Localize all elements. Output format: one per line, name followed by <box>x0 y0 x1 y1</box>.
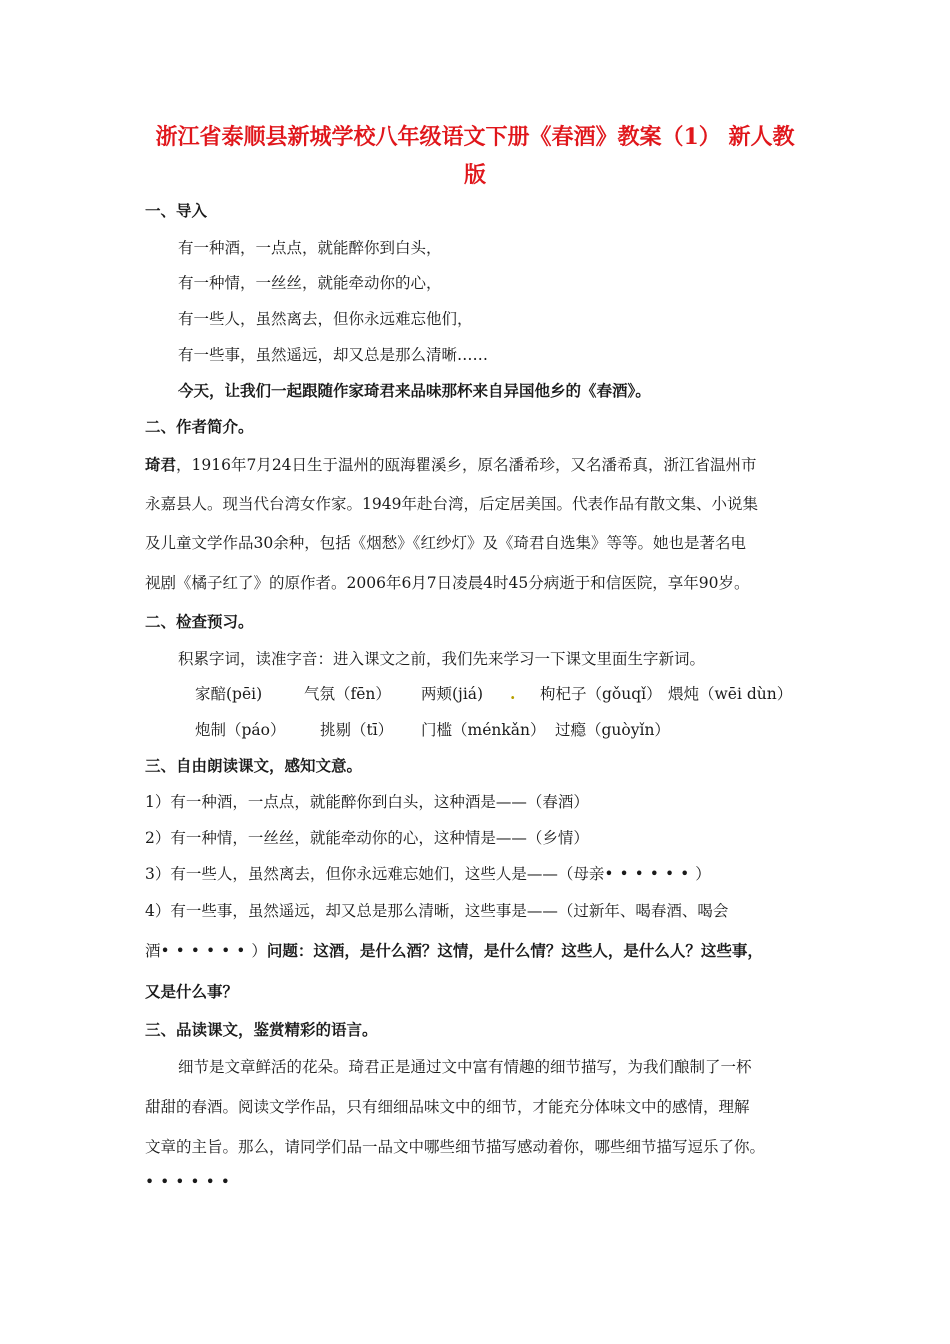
document-title-line-2: 版 <box>463 162 486 188</box>
author-paragraph-line: 永嘉县人。现当代台湾女作家。1949年赴台湾，后定居美国。代表作品有散文集、小说集 <box>145 495 758 513</box>
author-paragraph-line <box>145 455 757 475</box>
vocab-word: 挑剔（tī） <box>320 721 394 739</box>
emphasis-dots: •••••• <box>145 1173 236 1191</box>
poem-line: 有一些事，虽然遥远，却又总是那么清晰…… <box>178 346 489 364</box>
reading-item-close: ） <box>251 942 267 960</box>
reading-item: 4）有一些事，虽然遥远，却又总是那么清晰，这些事是——（过新年、喝春酒、喝会 <box>145 902 729 920</box>
author-text: ，1916年7月24日生于温州的瓯海瞿溪乡，原名潘希珍，又名潘希真，浙江省温州市 <box>176 456 757 474</box>
section-heading-author: 二、作者简介。 <box>145 417 254 436</box>
section-heading-preview: 二、检查预习。 <box>145 612 254 631</box>
appreciation-paragraph-line: 甜甜的春酒。阅读文学作品，只有细细品味文中的细节，才能充分体味文中的感情，理解 <box>145 1098 750 1116</box>
reading-item-continuation <box>145 941 763 961</box>
reading-item-text: 酒 <box>145 942 161 960</box>
emphasis-dots: •••••• <box>160 942 252 960</box>
vocab-word: 两颊(jiá) <box>421 685 484 703</box>
vocab-separator-mark: . <box>510 684 516 703</box>
vocab-word: 气氛（fēn） <box>304 685 391 703</box>
section-heading-intro: 一、导入 <box>145 201 208 220</box>
reading-item-text: 3）有一些人，虽然离去，但你永远难忘她们，这些人是——（母亲 <box>145 865 605 883</box>
reading-item: 1）有一种酒，一点点，就能醉你到白头，这种酒是——（春酒） <box>145 793 589 811</box>
section-heading-reading: 三、自由朗读课文，感知文意。 <box>145 756 363 775</box>
appreciation-paragraph-line: 文章的主旨。那么，请同学们品一品文中哪些细节描写感动着你，哪些细节描写逗乐了你。 <box>145 1138 766 1156</box>
appreciation-paragraph-line: 细节是文章鲜活的花朵。琦君正是通过文中富有情趣的细节描写，为我们酿制了一杯 <box>178 1058 752 1076</box>
author-paragraph-line: 及儿童文学作品30余种，包括《烟愁》《红纱灯》及《琦君自选集》等等。她也是著名电 <box>145 534 746 552</box>
vocab-word: 枸杞子（gǒuqǐ） <box>540 685 662 703</box>
reading-item-close: ） <box>695 865 711 883</box>
section-heading-appreciation: 三、品读课文，鉴赏精彩的语言。 <box>145 1020 378 1039</box>
reading-item <box>145 864 711 884</box>
poem-line: 有一种酒，一点点，就能醉你到白头， <box>178 239 442 257</box>
vocab-word: 过瘾（guòyǐn） <box>555 721 670 739</box>
question-text-cont: 又是什么事？ <box>145 982 239 1001</box>
intro-sentence: 今天，让我们一起跟随作家琦君来品味那杯来自异国他乡的《春酒》。 <box>178 381 651 400</box>
vocab-word: 家醅(pēi) <box>195 685 263 703</box>
document-title-line-1: 浙江省泰顺县新城学校八年级语文下册《春酒》教案（1） 新人教 <box>155 124 795 150</box>
vocab-word: 煨炖（wēi dùn） <box>668 685 793 703</box>
poem-line: 有一些人，虽然离去，但你永远难忘他们， <box>178 310 473 328</box>
reading-item: 2）有一种情，一丝丝，就能牵动你的心，这种情是——（乡情） <box>145 829 589 847</box>
vocab-word: 门槛（ménkǎn） <box>421 721 546 739</box>
preview-intro: 积累字词，读准字音：进入课文之前，我们先来学习一下课文里面生字新词。 <box>178 650 706 668</box>
poem-line: 有一种情，一丝丝，就能牵动你的心， <box>178 274 442 292</box>
question-text: 问题：这酒，是什么酒？这情，是什么情？这些人，是什么人？这些事， <box>266 941 763 960</box>
emphasis-dots: •••••• <box>604 865 696 883</box>
author-name: 琦君 <box>145 455 177 474</box>
author-paragraph-line: 视剧《橘子红了》的原作者。2006年6月7日凌晨4时45分病逝于和信医院，享年90岁。 <box>145 574 750 592</box>
vocab-word: 炮制（páo） <box>195 721 286 739</box>
